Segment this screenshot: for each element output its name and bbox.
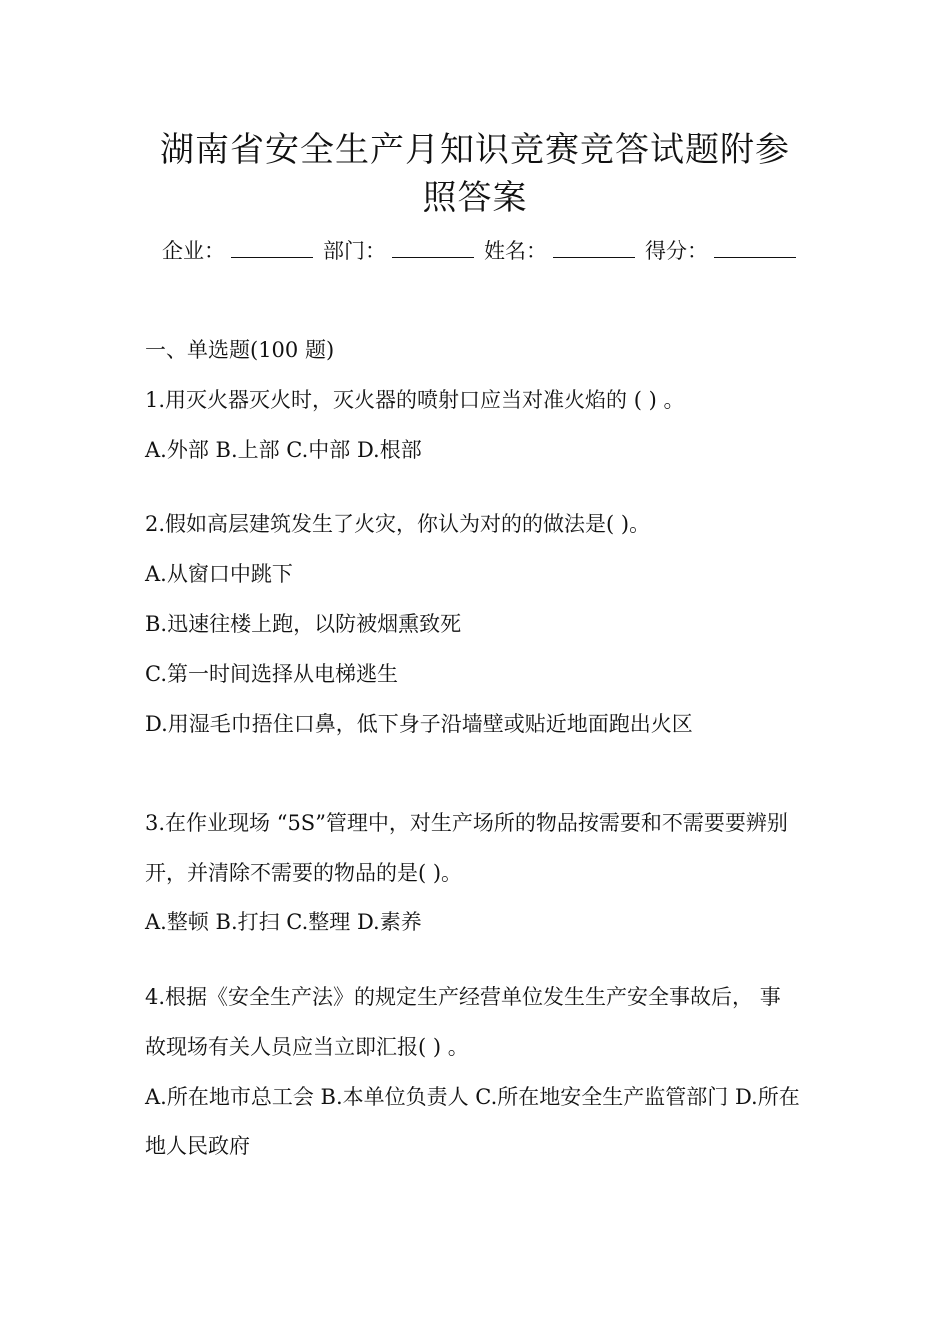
name-blank-line bbox=[553, 235, 635, 258]
question-3-stem-line-1: 3.在作业现场 “5S”管理中，对生产场所的物品按需要和不需要要辨别 bbox=[145, 811, 788, 835]
question-1-options: A.外部 B.上部 C.中部 D.根部 bbox=[145, 438, 422, 462]
info-label-score: 得分： bbox=[645, 239, 708, 263]
info-label-company: 企业： bbox=[162, 239, 225, 263]
info-label-name: 姓名： bbox=[484, 239, 547, 263]
question-4-options-line-1: A.所在地市总工会 B.本单位负责人 C.所在地安全生产监管部门 D.所在 bbox=[145, 1085, 800, 1109]
section-heading: 一、单选题(100 题) bbox=[145, 338, 335, 362]
document-title: 湖南省安全生产月知识竞赛竞答试题附参照答案 bbox=[160, 130, 790, 218]
question-4-options-line-2: 地人民政府 bbox=[145, 1134, 250, 1158]
question-2-option-b: B.迅速往楼上跑，以防被烟熏致死 bbox=[145, 612, 462, 636]
info-field-score bbox=[645, 234, 796, 268]
department-blank-line bbox=[392, 235, 474, 258]
info-field-name bbox=[484, 234, 635, 268]
company-blank-line bbox=[231, 235, 313, 258]
question-4-stem-line-1: 4.根据《安全生产法》的规定生产经营单位发生生产安全事故后， 事 bbox=[145, 985, 781, 1009]
question-2-option-d: D.用湿毛巾捂住口鼻，低下身子沿墙壁或贴近地面跑出火区 bbox=[145, 712, 693, 736]
question-4-stem-line-2: 故现场有关人员应当立即汇报( ) 。 bbox=[145, 1035, 469, 1059]
score-blank-line bbox=[714, 235, 796, 258]
info-label-department: 部门： bbox=[323, 239, 386, 263]
question-3-options: A.整顿 B.打扫 C.整理 D.素养 bbox=[145, 910, 422, 934]
question-2-option-c: C.第一时间选择从电梯逃生 bbox=[145, 662, 398, 686]
info-field-department bbox=[323, 234, 474, 268]
info-field-company bbox=[162, 234, 313, 268]
question-2-option-a: A.从窗口中跳下 bbox=[145, 562, 293, 586]
question-2-stem: 2.假如高层建筑发生了火灾，你认为对的的做法是( )。 bbox=[145, 512, 651, 536]
info-fields-row bbox=[162, 234, 802, 268]
question-1-stem: 1.用灭火器灭火时，灭火器的喷射口应当对准火焰的 ( ) 。 bbox=[145, 388, 685, 412]
question-3-stem-line-2: 开，并清除不需要的物品的是( )。 bbox=[145, 861, 463, 885]
